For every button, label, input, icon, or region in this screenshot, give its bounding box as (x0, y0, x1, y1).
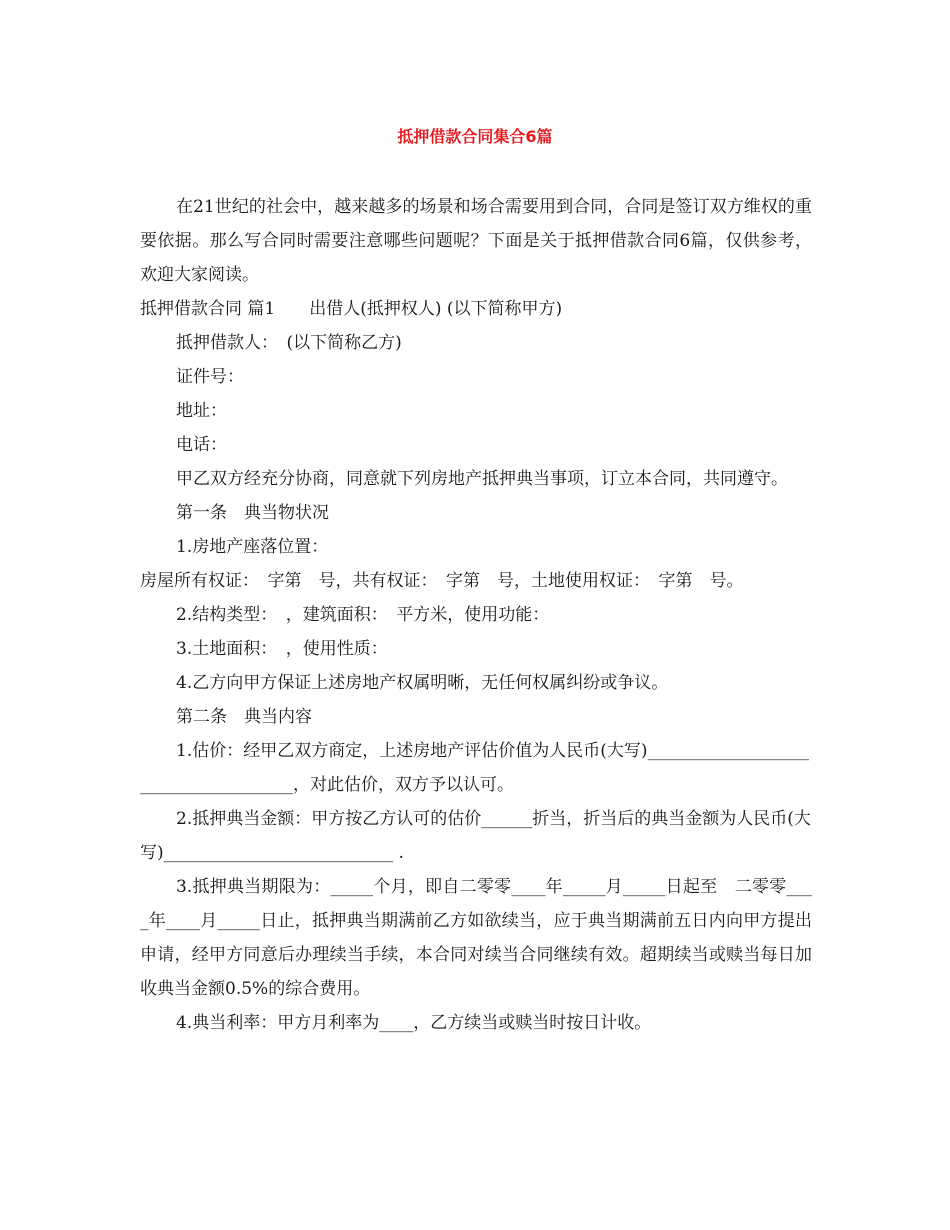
borrower-line: 抵押借款人： (以下简称乙方) (176, 333, 402, 353)
article-2-item-1-valuation: 1.估价：经甲乙双方商定，上述房地产评估价值为人民币(大写)_____________________________________，对此估价，双方予以认可。 (140, 741, 809, 795)
agreement-paragraph: 甲乙双方经充分协商，同意就下列房地产抵押典当事项，订立本合同，共同遵守。 (176, 469, 788, 489)
document-body (140, 190, 812, 1040)
phone-line: 电话： (176, 435, 227, 455)
contract-heading-lender: 抵押借款合同 篇1 出借人(抵押权人) (以下简称甲方) (140, 299, 563, 319)
article-2-item-3-term: 3.抵押典当期限为：_____个月，即自二零零____年_____月_____日起至 二零零____年____月_____日止，抵押典当期满前乙方如欲续当，应于典当期满前五日内向甲方提出申请，经甲方同意后办理续当手续，本合同对续当合同继续有效。超期续当或赎当每日加收典当金额0.5%的综合费用。 (140, 877, 812, 999)
article-1-item-4: 4.乙方向甲方保证上述房地产权属明晰，无任何权属纠纷或争议。 (176, 673, 669, 693)
article-2-item-4-interest: 4.典当利率：甲方月利率为____，乙方续当或赎当时按日计收。 (176, 1013, 652, 1033)
intro-paragraph: 在21世纪的社会中，越来越多的场景和场合需要用到合同，合同是签订双方维权的重要依据。那么写合同时需要注意哪些问题呢？下面是关于抵押借款合同6篇，仅供参考，欢迎大家阅读。 (140, 197, 812, 285)
document-title: 抵押借款合同集合6篇 (397, 127, 553, 146)
article-2-item-2-amount: 2.抵押典当金额：甲方按乙方认可的估价______折当，折当后的典当金额为人民币(大写)___________________________ . (140, 809, 811, 863)
id-number-line: 证件号： (176, 367, 244, 387)
article-1-item-2: 2.结构类型： ，建筑面积： 平方米，使用功能： (176, 605, 550, 625)
address-line: 地址： (176, 401, 227, 421)
article-1-item-1: 1.房地产座落位置： (176, 537, 329, 557)
article-1-item-3: 3.土地面积： ，使用性质： (176, 639, 388, 659)
article-2-heading: 第二条 典当内容 (176, 707, 312, 727)
article-1-heading: 第一条 典当物状况 (176, 503, 329, 523)
property-certificates-line: 房屋所有权证： 字第 号，共有权证： 字第 号，土地使用权证： 字第 号。 (140, 571, 744, 591)
